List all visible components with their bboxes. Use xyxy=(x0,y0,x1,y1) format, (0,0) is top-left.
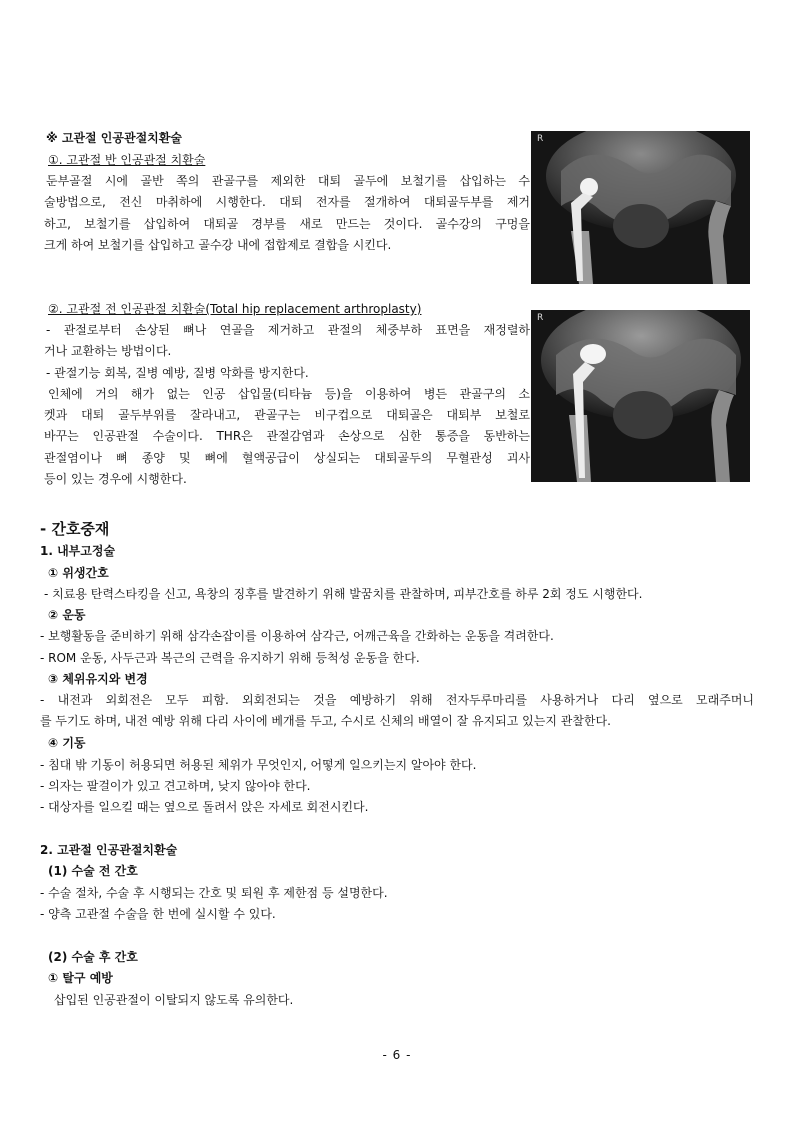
item2-body xyxy=(44,320,530,490)
s2-post-sub1-heading: ① 탈구 예방 xyxy=(48,971,113,985)
s1-sub3-body xyxy=(40,690,754,733)
item1-line: 하고, 보철기를 삽입하여 대퇴골 경부를 새로 만드는 것이다. 골수강의 구멍을 xyxy=(44,216,530,231)
s1-sub4-heading: ④ 기동 xyxy=(48,736,86,750)
s2-post-heading: (2) 수술 후 간호 xyxy=(48,950,138,964)
s2-heading: 2. 고관절 인공관절치환술 xyxy=(40,843,178,857)
s1-sub3-heading: ③ 체위유지와 변경 xyxy=(48,672,148,686)
s1-heading: 1. 내부고정술 xyxy=(40,544,116,558)
xray-hemi-arthroplasty-image xyxy=(531,131,750,284)
s1-sub4-line: - 침대 밖 기동이 허용되면 허용된 체위가 무엇인지, 어떻게 일으키는지 알아야 한다. xyxy=(40,758,477,772)
item2-line: 관절염이나 뼈 종양 및 뼈에 혈액공급이 상실되는 대퇴골두의 무혈관성 괴사 xyxy=(44,450,530,465)
s1-sub2-line: - 보행활동을 준비하기 위해 삼각손잡이를 이용하여 삼각근, 어깨근육을 간화하는 운동을 격려한다. xyxy=(40,629,554,643)
item1-body xyxy=(44,171,530,256)
item2-line: 등이 있는 경우에 시행한다. xyxy=(44,472,187,487)
item2-line: 바꾸는 인공관절 수술이다. THR은 관절감염과 손상으로 심한 통증을 동반하는 xyxy=(44,429,530,444)
s1-sub2-line: - ROM 운동, 사두근과 복근의 근력을 유지하기 위해 등척성 운동을 한다. xyxy=(40,651,420,665)
s1-sub3-line: - 내전과 외회전은 모두 피함. 외회전되는 것을 예방하기 위해 전자두루마리를 사용하거나 다리 옆으로 모래주머니 xyxy=(40,693,754,707)
item2-heading: ②. 고관절 전 인공관절 치환술(Total hip replacement arthroplasty) xyxy=(48,302,422,316)
page-number: - 6 - xyxy=(382,1048,412,1062)
s2-pre-line: - 양측 고관절 수술을 한 번에 실시할 수 있다. xyxy=(40,907,276,921)
xray-side-marker: R xyxy=(537,134,544,144)
s1-sub1-line: - 치료용 탄력스타킹을 신고, 욕창의 징후를 발견하기 위해 발꿈치를 관찰하며, 피부간호를 하루 2회 정도 시행한다. xyxy=(44,587,643,601)
s1-sub4-line: - 대상자를 일으킬 때는 옆으로 돌려서 앉은 자세로 회전시킨다. xyxy=(40,800,369,814)
s1-sub4-line: - 의자는 팔걸이가 있고 견고하며, 낮지 않아야 한다. xyxy=(40,779,311,793)
item2-line: 인체에 거의 해가 없는 인공 삽입물(티타늄 등)을 이용하여 병든 관골구의 소 xyxy=(48,386,530,401)
s1-sub2-heading: ② 운동 xyxy=(48,608,86,622)
item1-line: 크게 하여 보철기를 삽입하고 골수강 내에 접합제로 결합을 시킨다. xyxy=(44,237,392,252)
item2-line: 켓과 대퇴 골두부위를 잘라내고, 관골구는 비구컵으로 대퇴골은 대퇴부 보철로 xyxy=(44,408,530,423)
xray-side-marker: R xyxy=(537,313,544,323)
item2-line: - 관절로부터 손상된 뼈나 연골을 제거하고 관절의 체중부하 표면을 재정렬하 xyxy=(46,323,530,337)
item2-line: - 관절기능 회복, 질병 예방, 질병 악화를 방지한다. xyxy=(46,365,309,380)
nursing-title: - 간호중재 xyxy=(40,520,110,538)
s1-sub1-heading: ① 위생간호 xyxy=(48,566,109,580)
s2-pre-heading: (1) 수술 전 간호 xyxy=(48,864,138,878)
section-title: ※ 고관절 인공관절치환술 xyxy=(46,131,182,145)
item1-line: 둔부골절 시에 골반 쪽의 관골구를 제외한 대퇴 골두에 보철기를 삽입하는 수 xyxy=(46,174,530,188)
item1-heading: ①. 고관절 반 인공관절 치환술 xyxy=(48,153,206,167)
xray-total-hip-replacement-image xyxy=(531,310,750,482)
s1-sub3-line: 를 두기도 하며, 내전 예방 위해 다리 사이에 베개를 두고, 수시로 신체의 배열이 잘 유지되고 있는지 관찰한다. xyxy=(40,714,611,729)
s2-pre-line: - 수술 절차, 수술 후 시행되는 간호 및 퇴원 후 제한점 등 설명한다. xyxy=(40,886,388,900)
item1-line: 술방법으로, 전신 마취하에 시행한다. 대퇴 전자를 절개하여 대퇴골두부를 제거 xyxy=(44,195,530,210)
s2-post-sub1-line: 삽입된 인공관절이 이탈되지 않도록 유의한다. xyxy=(54,993,294,1007)
item2-line: 거나 교환하는 방법이다. xyxy=(44,344,172,359)
